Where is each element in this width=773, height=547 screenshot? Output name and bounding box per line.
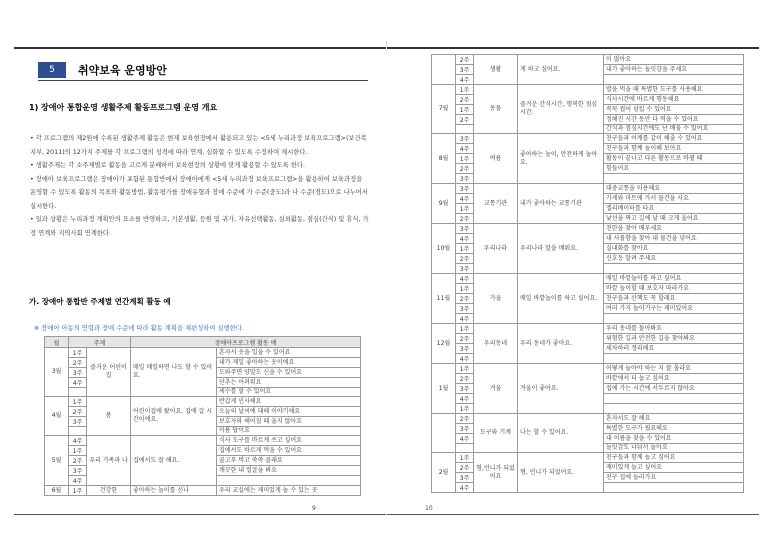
activity-cell: 깨끗한 내 얼굴을 봐요	[217, 466, 361, 476]
theme-cell: 여름	[474, 134, 518, 184]
week-cell: 1주	[456, 85, 474, 95]
activity-cell: 재미있게 놀고 싶어요	[604, 463, 744, 473]
week-cell: 4주	[456, 274, 474, 284]
activity-cell: 바깥에서 더 놀고 싶어요	[604, 374, 744, 384]
week-cell: 1주	[456, 453, 474, 463]
right-header-rule	[387, 47, 759, 49]
month-cell	[432, 55, 456, 85]
section-title: 취약보육 운영방안	[78, 64, 167, 77]
table-row	[432, 55, 744, 65]
theme-cell: 형,언니가 되었어요	[474, 453, 518, 493]
target-cell: 좋아하는 놀이를 신나	[131, 486, 217, 496]
week-cell: 1주	[69, 348, 87, 358]
week-cell: 3주	[456, 344, 474, 354]
week-cell: 1주	[456, 404, 474, 414]
heading-overview: 1) 장애아 통합운영 생활주제 활동프로그램 운영 개요	[29, 103, 218, 112]
target-cell: 겨울이 좋아요.	[518, 364, 604, 414]
week-cell: 3주	[456, 424, 474, 434]
activity-cell: 친구 집에 놀러가요	[604, 473, 744, 483]
activity-cell: 친구들과 어깨를 같이 해줄 수 있어요	[604, 134, 744, 144]
week-cell: 4주	[69, 436, 87, 446]
week-cell: 4주	[456, 194, 474, 204]
theme-cell: 건강한	[87, 486, 131, 496]
week-cell: 2주	[456, 334, 474, 344]
month-cell: 1월	[432, 364, 456, 414]
target-cell: 나는 할 수 있어요.	[518, 414, 604, 453]
activity-cell: 혼자서 옷을 입을 수 있어요	[217, 348, 361, 358]
activity-cell: 특별한 도구가 필요해요	[604, 424, 744, 434]
bullet-item: • 일과 상황은 누리과정 계획안의 요소를 반영하고, 기본생활, 등원 및 귀가, 자유선택활동, 실외활동, 점심(간식) 및 휴식, 가정 연계와 지역사회 연계한다.	[30, 216, 369, 237]
activity-cell: 친구들과 함께 놀이해 보아요	[604, 144, 744, 154]
table-row	[432, 324, 744, 334]
activity-cell: 바깥 놀이할 때 보호자 따라가요	[604, 284, 744, 294]
activity-cell: 매일 바깥놀이를 하고 싶어요	[604, 274, 744, 284]
activity-cell: 친구들과 함께 놀고 싶어요	[604, 453, 744, 463]
week-cell: 2주	[69, 358, 87, 368]
theme-cell: 동물	[474, 85, 518, 134]
bullet-item: • 생활주제는 각 소주제별로 활동을 고르게 분배하여 보육현장의 상황에 맞게 활용할 수 있도록 한다.	[30, 162, 306, 169]
activity-cell: 엘리베이터를 타요	[604, 204, 744, 214]
activity-cell: 낯선을 짜고 길에 날 때 크게 울어요	[604, 214, 744, 224]
activity-cell: 식사시간에 바르게 행동해요	[604, 95, 744, 105]
activity-cell: 활동이 끝나고 다른 활동으로 바뀔 때	[604, 154, 744, 164]
header-month: 월	[45, 337, 69, 348]
left-footer-rule	[14, 514, 386, 515]
table-row	[432, 134, 744, 144]
week-cell: 2주	[69, 456, 87, 466]
activity-cell: 오늘의 날씨에 대해 이야기해요	[217, 407, 361, 417]
activity-cell: 내 이름을 찾을 수 있어요	[604, 434, 744, 444]
table-header-row	[45, 337, 361, 348]
overview-bullets	[30, 132, 370, 240]
theme-cell: 생활	[474, 55, 518, 85]
activity-cell: 이 많아요	[604, 55, 744, 65]
target-cell: 집에서도 잘 해요.	[131, 436, 217, 486]
week-cell: 3주	[456, 473, 474, 483]
activity-cell	[604, 314, 744, 324]
target-cell: 형, 언니가 되었어요.	[518, 453, 604, 493]
activity-cell: 신호등 알려 주세요	[604, 254, 744, 264]
week-cell	[456, 444, 474, 453]
activity-cell: 가게와 마트에 가서 물건을 사요	[604, 194, 744, 204]
week-cell: 1주	[456, 154, 474, 164]
target-cell: 내가 좋아하는 교통기관	[518, 184, 604, 224]
activity-cell	[604, 174, 744, 184]
header-activity: 장애아프로그램 활동 예	[131, 337, 361, 348]
activity-cell: 밥을 먹을 때 특별한 도구를 사용해요	[604, 85, 744, 95]
week-cell: 4주	[456, 314, 474, 324]
week-cell: 3주	[456, 384, 474, 394]
activity-cell: 세수를 할 수 있어요	[217, 388, 361, 397]
week-cell: 4주	[456, 434, 474, 444]
activity-cell: 혼자서도 잘 해요	[604, 414, 744, 424]
week-cell: 1주	[456, 364, 474, 374]
week-cell: 2주	[456, 214, 474, 224]
activity-cell: 집에 가는 시간에 서두르지 않아요	[604, 384, 744, 394]
target-cell: 우리나라 말을 배워요.	[518, 224, 604, 274]
section-number-box: 5	[38, 62, 66, 78]
right-page	[387, 0, 773, 547]
week-cell: 1주	[69, 446, 87, 456]
month-cell: 8월	[432, 134, 456, 184]
activity-cell: 내가 제일 좋아하는 옷이에요	[217, 358, 361, 368]
activity-cell	[604, 483, 744, 493]
activity-cell: 도와주면 양말도 신을 수 있어요	[217, 368, 361, 378]
table-row	[432, 224, 744, 234]
activity-cell: 위험한 길과 안전한 길을 찾아봐요	[604, 334, 744, 344]
plan-note: ※ 장애아 아동의 연령과 장애 수준에 따라 활동 계획을 재편성하여 실행한다.	[34, 325, 244, 332]
table-row	[432, 274, 744, 284]
theme-cell: 봄	[87, 397, 131, 436]
table-row	[432, 184, 744, 194]
activity-cell	[217, 476, 361, 486]
week-cell: 2주	[456, 164, 474, 174]
activity-cell	[604, 404, 744, 414]
activity-cell: 간식과 점심시간에도 난 배울 수 있어요	[604, 125, 744, 134]
week-cell: 3주	[69, 368, 87, 378]
week-cell: 3주	[456, 264, 474, 274]
header-theme: 주제	[69, 337, 131, 348]
week-cell: 3주	[456, 184, 474, 194]
week-cell: 2주	[456, 254, 474, 264]
activity-cell: 친구들과 산책도 꼭 할래요	[604, 294, 744, 304]
week-cell: 4주	[69, 378, 87, 388]
table-row	[432, 85, 744, 95]
month-cell: 4월	[45, 397, 69, 436]
right-footer-rule	[387, 514, 759, 515]
activity-cell: 우리 동네를 돌아봐요	[604, 324, 744, 334]
activity-cell	[604, 354, 744, 364]
table-row	[432, 414, 744, 424]
table-row	[45, 436, 361, 446]
theme-cell: 즐거운 어린이집	[87, 348, 131, 397]
activity-cell: 골고루 먹고 쑥쑥 클래요	[217, 456, 361, 466]
target-cell: 좋아하는 놀이, 안전하게 놀아요.	[518, 134, 604, 184]
week-cell: 4주	[456, 394, 474, 404]
target-cell: 게 하고 싶어요.	[518, 55, 604, 85]
week-cell: 4주	[456, 75, 474, 85]
activity-cell: 단추는 어려워요	[217, 378, 361, 388]
activity-cell: 보호자와 헤어질 때 울지 않아요	[217, 417, 361, 427]
table-row	[45, 397, 361, 407]
page-number-right: 10	[425, 505, 433, 512]
activity-cell: 꼭꼭 씹어 삼킬 수 있어요	[604, 105, 744, 115]
target-cell: 어린이집에 왔어요. 집에 갈 시간이에요.	[131, 397, 217, 436]
activity-cell: 세차하러 정리해요	[604, 344, 744, 354]
activity-cell: 여러 가지 놀이기구는 재미있어요	[604, 304, 744, 314]
week-cell: 1주	[456, 284, 474, 294]
week-cell: 3주	[69, 466, 87, 476]
table-row	[432, 364, 744, 374]
week-cell: 4주	[456, 354, 474, 364]
table-row	[45, 348, 361, 358]
week-cell: 4주	[69, 476, 87, 486]
target-cell: 매일 바깥놀이를 하고 싶어요.	[518, 274, 604, 324]
target-cell: 우리 동네가 좋아요.	[518, 324, 604, 364]
week-cell: 2주	[456, 95, 474, 105]
week-cell: 3주	[456, 304, 474, 314]
target-cell: 즐거운 간식시간, 행복한 점심시간.	[518, 85, 604, 134]
page-number-left: 9	[312, 505, 316, 512]
left-header-rule	[14, 47, 386, 49]
week-cell: 1주	[456, 324, 474, 334]
activity-cell: 정해진 시간 동안 다 먹을 수 있어요	[604, 115, 744, 125]
month-cell: 2월	[432, 453, 456, 493]
activity-cell: 대중교통을 이용해요	[604, 184, 744, 194]
week-cell: 3주	[456, 65, 474, 75]
activity-cell: 어떻게 놀아야 하는 지 잘 몰라요	[604, 364, 744, 374]
activity-cell: 힘들어요	[604, 164, 744, 174]
week-cell: 1주	[69, 397, 87, 407]
week-cell: 3주	[456, 174, 474, 184]
activity-cell: 반갑게 인사해요	[217, 397, 361, 407]
activity-cell: 이름 답이요	[217, 427, 361, 436]
section-title-underline	[38, 80, 368, 81]
week-cell: 2주	[456, 115, 474, 125]
week-cell: 2주	[456, 374, 474, 384]
theme-cell: 우리나라	[474, 224, 518, 274]
activity-cell: 친한을 찾아 배우세요	[604, 224, 744, 234]
month-cell: 11월	[432, 274, 456, 324]
activity-cell	[604, 264, 744, 274]
activity-cell: 집에서도 바르게 먹을 수 있어요	[217, 446, 361, 456]
activity-cell: 식사 도구를 바르게 쓰고 싶어요	[217, 436, 361, 446]
month-cell: 5월	[45, 436, 69, 486]
week-cell: 2주	[456, 294, 474, 304]
week-cell: 4주	[456, 483, 474, 493]
week-cell: 3주	[69, 417, 87, 427]
left-page	[0, 0, 386, 547]
theme-cell: 도구와 기계	[474, 414, 518, 453]
activity-cell: 실내화를 찾아요	[604, 244, 744, 254]
week-cell: 1주	[456, 105, 474, 115]
activity-cell: 내가 좋아하는 놀잇감을 주세요	[604, 65, 744, 75]
month-cell: 7월	[432, 85, 456, 134]
heading-annual-plan: 가. 장애아 통합반 주제별 연간계획 활동 예	[29, 297, 171, 306]
target-cell: 매일 매일하면 나도 할 수 있어요.	[131, 348, 217, 397]
week-cell: 1주	[456, 204, 474, 214]
activity-cell: 내 사물함을 찾아 내 물건을 넣어요	[604, 234, 744, 244]
week-cell: 3주	[456, 224, 474, 234]
month-cell: 3월	[45, 348, 69, 397]
week-cell: 1주	[456, 244, 474, 254]
theme-cell: 우리동네	[474, 324, 518, 364]
week-cell: 4주	[456, 234, 474, 244]
bullet-item: • 각 프로그램의 제2원에 수록된 생활주제 활동은 현재 보육현장에서 활용되고 있는 <5세 누리과정 보육프로그램>(보건복지부, 2011)의 12가지 주제를 각 프로그램의 성격에 따라 연계, 심화할 수 있도록 수정하여 제시한다.	[30, 135, 367, 156]
theme-cell: 우리 가족과 나	[87, 436, 131, 486]
activity-cell	[604, 75, 744, 85]
table-row	[45, 486, 361, 496]
month-cell: 9월	[432, 184, 456, 224]
activity-cell: 놀잇감도 나눠서 놀아요	[604, 444, 744, 453]
week-cell: 2주	[456, 463, 474, 473]
month-cell	[432, 414, 456, 453]
activity-cell: 우리 교실에는 재미있게 놀 수 있는 곳	[217, 486, 361, 496]
week-cell	[69, 388, 87, 397]
week-cell: 3주	[456, 134, 474, 144]
theme-cell: 교통기관	[474, 184, 518, 224]
week-cell: 4주	[456, 144, 474, 154]
month-cell: 12월	[432, 324, 456, 364]
week-cell	[456, 125, 474, 134]
bullet-item: • 장애아 보육프로그램은 장애아가 포함된 통합반에서 장애아에게 <5세 누리과정 보육프로그램>을 활용하여 보육과정을 운영할 수 있도록 활동의 목표와 활동방법, 활동평가를 장애유형과 장애 수준에 가 수준(중도)과 나 수준(경도)으로 나누어서 실시한다.	[30, 175, 368, 210]
week-cell: 1주	[69, 486, 87, 496]
activity-cell	[604, 394, 744, 404]
theme-cell: 가을	[474, 274, 518, 324]
theme-cell: 겨울	[474, 364, 518, 414]
week-cell: 2주	[69, 407, 87, 417]
month-cell: 6월	[45, 486, 69, 496]
week-cell: 2주	[456, 414, 474, 424]
week-cell: 2주	[456, 55, 474, 65]
month-cell: 10월	[432, 224, 456, 274]
annual-plan-table	[44, 336, 361, 496]
week-cell	[69, 427, 87, 436]
annual-plan-table-continued	[431, 54, 744, 493]
table-row	[432, 453, 744, 463]
